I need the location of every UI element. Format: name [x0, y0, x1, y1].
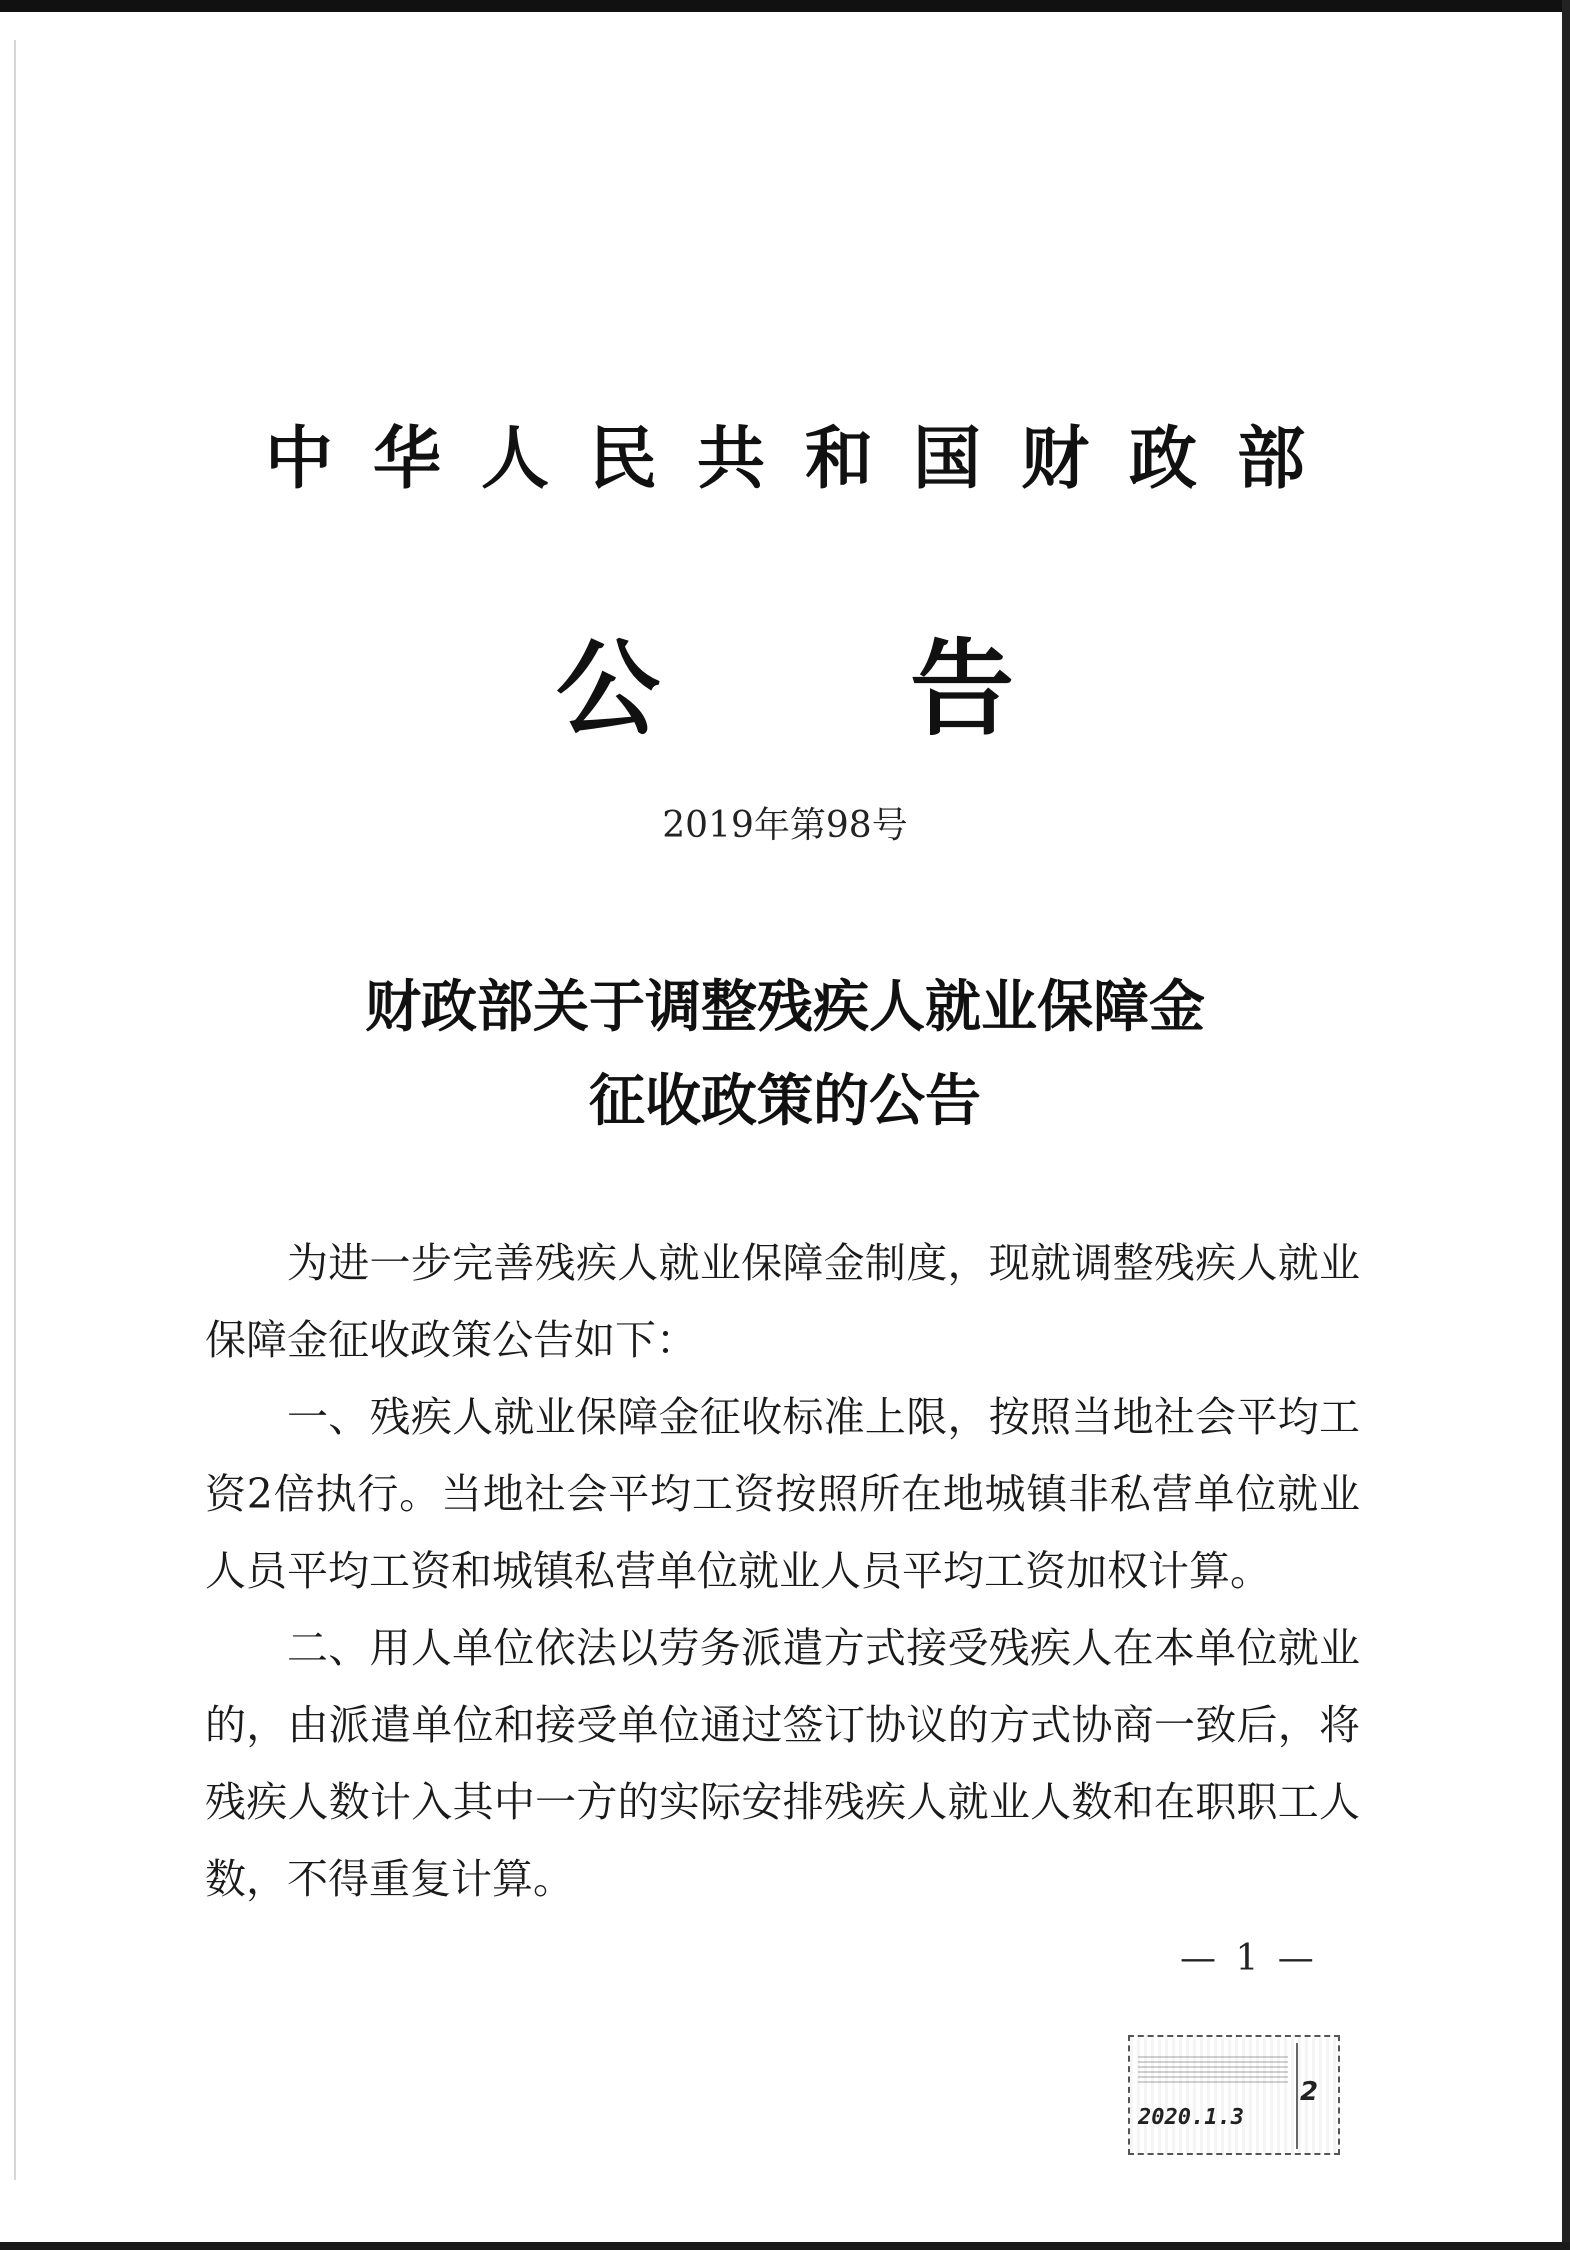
body-text: [205, 1225, 1360, 1918]
stamp-text-smudge: [1138, 2055, 1288, 2083]
intro-paragraph: 为进一步完善残疾人就业保障金制度，现就调整残疾人就业保障金征收政策公告如下：: [205, 1239, 1360, 1364]
title-line-2: 征收政策的公告: [589, 1068, 981, 1134]
scan-edge-top: [0, 0, 1570, 12]
item-2-paragraph: 二、用人单位依法以劳务派遣方式接受残疾人在本单位就业的，由派遣单位和接受单位通过签订协议的方式协商一致后，将残疾人数计入其中一方的实际安排残疾人就业人数和在职职工人数，不得重复计算。: [205, 1624, 1360, 1903]
notice-heading: 公告: [555, 627, 1264, 750]
page-number: — 1 —: [1180, 1938, 1318, 1979]
scan-edge-bottom: [0, 2242, 1570, 2250]
document-number: 2019年第98号: [662, 805, 908, 846]
receipt-stamp: [1128, 2035, 1340, 2155]
stamp-column: [1296, 2043, 1332, 2149]
issuer-header: 中华人民共和国财政部: [264, 419, 1345, 499]
document-title: [0, 960, 1570, 1148]
item-1-paragraph: 一、残疾人就业保障金征收标准上限，按照当地社会平均工资2倍执行。当地社会平均工资按照所在地城镇非私营单位就业人员平均工资和城镇私营单位就业人员平均工资加权计算。: [205, 1393, 1360, 1595]
title-line-1: 财政部关于调整残疾人就业保障金: [365, 974, 1205, 1040]
stamp-number: 2: [1300, 2077, 1319, 2107]
stamp-date: 2020.1.3: [1138, 2105, 1244, 2130]
